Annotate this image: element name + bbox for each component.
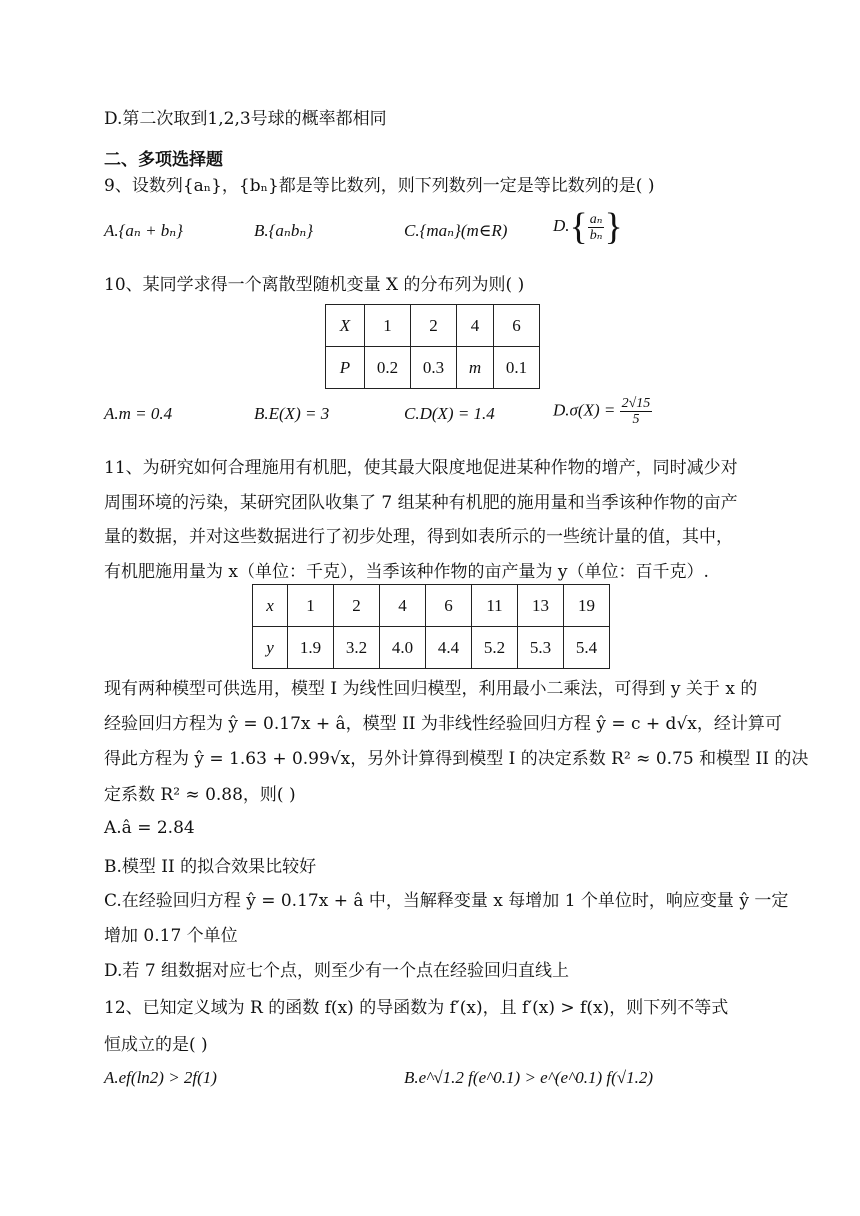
q10-option-d-prefix: D.σ(X) = xyxy=(553,400,616,420)
table-cell: 1 xyxy=(288,585,334,627)
q10-option-b: B.E(X) = 3 xyxy=(254,404,330,423)
table-row xyxy=(253,627,610,669)
table-cell: 1 xyxy=(365,305,411,347)
table-cell: 0.3 xyxy=(411,347,457,389)
q10-option-d-fraction xyxy=(620,396,653,427)
table-cell: 5.3 xyxy=(518,627,564,669)
q12-option-b: B.e^√1.2 f(e^0.1) > e^(e^0.1) f(√1.2) xyxy=(404,1068,654,1087)
q12-line-2: 恒成立的是( ) xyxy=(104,1035,208,1055)
table-cell: 6 xyxy=(494,305,540,347)
q11-after-line-2: 经验回归方程为 ŷ = 0.17x + â，模型 II 为非线性经验回归方程 ŷ = c + d√x，经计算可 xyxy=(104,714,782,734)
q9-option-d-prefix: D. xyxy=(553,215,570,235)
table-cell: 5.4 xyxy=(564,627,610,669)
table-cell: y xyxy=(253,627,288,669)
table-cell: 2 xyxy=(334,585,380,627)
table-cell: 4 xyxy=(380,585,426,627)
q10-option-c: C.D(X) = 1.4 xyxy=(404,404,495,423)
q11-option-b: B.模型 II 的拟合效果比较好 xyxy=(104,857,317,877)
q11-line-2: 周围环境的污染，某研究团队收集了 7 组某种有机肥的施用量和当季该种作物的亩产 xyxy=(104,493,738,513)
table-cell: X xyxy=(326,305,365,347)
left-brace-icon: { xyxy=(569,206,588,248)
q9-option-d-fraction xyxy=(588,212,605,243)
q11-line-3: 量的数据，并对这些数据进行了初步处理，得到如表所示的一些统计量的值，其中， xyxy=(104,527,733,547)
q11-after-line-1: 现有两种模型可供选用，模型 I 为线性回归模型，利用最小二乘法，可得到 y 关于 x 的 xyxy=(104,679,758,699)
table-cell: 2 xyxy=(411,305,457,347)
table-cell: 13 xyxy=(518,585,564,627)
q9-option-d xyxy=(553,208,623,246)
q12-line-1: 12、已知定义域为 R 的函数 f(x) 的导函数为 f′(x)，且 f′(x) > f(x)，则下列不等式 xyxy=(104,998,729,1018)
q11-option-a: A.â = 2.84 xyxy=(104,818,195,838)
table-cell: 1.9 xyxy=(288,627,334,669)
q9-option-b: B.{aₙbₙ} xyxy=(254,221,314,240)
section-header: 二、多项选择题 xyxy=(104,150,223,170)
table-cell: 3.2 xyxy=(334,627,380,669)
table-cell: 4.0 xyxy=(380,627,426,669)
table-cell: P xyxy=(326,347,365,389)
q10-distribution-table xyxy=(325,304,540,389)
q11-line-4: 有机肥施用量为 x（单位：千克），当季该种作物的亩产量为 y（单位：百千克）. xyxy=(104,562,709,582)
table-cell: x xyxy=(253,585,288,627)
q12-option-a: A.ef(ln2) > 2f(1) xyxy=(104,1068,217,1087)
fraction-numerator: aₙ xyxy=(589,211,603,227)
q10-stem: 10、某同学求得一个离散型随机变量 X 的分布列为则( ) xyxy=(104,275,525,295)
q11-line-1: 11、为研究如何合理施用有机肥，使其最大限度地促进某种作物的增产，同时减少对 xyxy=(104,458,738,478)
table-cell: 4.4 xyxy=(426,627,472,669)
q9-option-a: A.{aₙ + bₙ} xyxy=(104,221,183,240)
q9-stem: 9、设数列{aₙ}，{bₙ}都是等比数列，则下列数列一定是等比数列的是( ) xyxy=(104,176,655,196)
q11-after-line-4: 定系数 R² ≈ 0.88，则( ) xyxy=(104,785,296,805)
table-cell: 11 xyxy=(472,585,518,627)
q11-option-c: C.在经验回归方程 ŷ = 0.17x + â 中，当解释变量 x 每增加 1 个单位时，响应变量 ŷ 一定 xyxy=(104,891,789,911)
table-cell: 0.2 xyxy=(365,347,411,389)
table-cell: 0.1 xyxy=(494,347,540,389)
q10-option-a: A.m = 0.4 xyxy=(104,404,173,423)
q11-option-d: D.若 7 组数据对应七个点，则至少有一个点在经验回归直线上 xyxy=(104,961,570,981)
q11-data-table xyxy=(252,584,610,669)
table-cell: 5.2 xyxy=(472,627,518,669)
q11-after-line-3: 得此方程为 ŷ = 1.63 + 0.99√x，另外计算得到模型 I 的决定系数 R² ≈ 0.75 和模型 II 的决 xyxy=(104,749,809,769)
fraction-denominator: 5 xyxy=(632,412,640,427)
q11-option-c-cont: 增加 0.17 个单位 xyxy=(104,926,238,946)
table-cell: 6 xyxy=(426,585,472,627)
q10-option-d xyxy=(553,396,652,427)
table-row xyxy=(253,585,610,627)
table-row xyxy=(326,347,540,389)
table-cell: m xyxy=(457,347,494,389)
fraction-denominator: bₙ xyxy=(589,227,603,243)
q9-option-c: C.{maₙ}(m∈R) xyxy=(404,221,508,240)
q8-option-d: D.第二次取到1,2,3号球的概率都相同 xyxy=(104,109,387,129)
table-row xyxy=(326,305,540,347)
table-cell: 4 xyxy=(457,305,494,347)
right-brace-icon: } xyxy=(604,206,623,248)
table-cell: 19 xyxy=(564,585,610,627)
fraction-numerator: 2√15 xyxy=(621,396,651,411)
